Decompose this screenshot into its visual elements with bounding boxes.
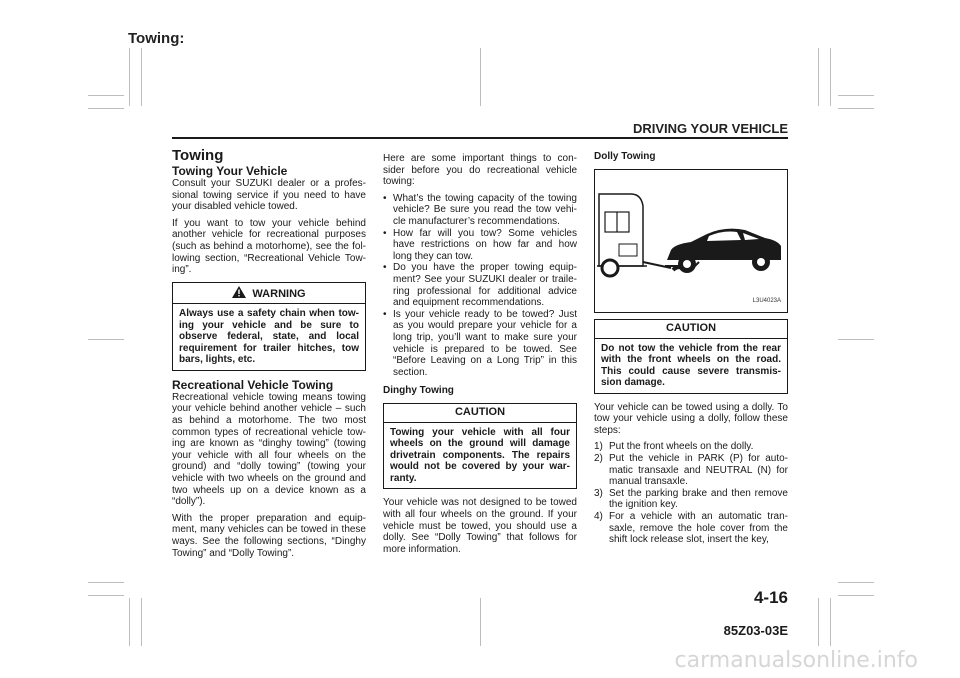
crop-mark (838, 595, 874, 596)
page-title: Towing (172, 147, 224, 164)
subheading-dinghy-towing: Dinghy Towing (383, 385, 454, 397)
crop-mark (818, 598, 819, 646)
list-item: • What’s the towing capacity of the towing vehicle? Be sure you read the tow vehi-cle manufacturer’s recommendations. (383, 192, 577, 227)
page-number: 4-16 (753, 588, 788, 607)
crop-mark (88, 595, 124, 596)
header-divider (172, 137, 788, 139)
chapter-tab-title: Towing: (128, 30, 185, 47)
caution-box (383, 403, 577, 489)
crop-mark (480, 598, 481, 646)
crop-mark (129, 598, 130, 646)
crop-mark (88, 108, 124, 109)
caution-title: CAUTION (595, 320, 787, 339)
subheading-recreational-towing: Recreational Vehicle Towing (172, 377, 334, 392)
list-item: 1) Put the front wheels on the dolly. (594, 441, 754, 453)
considerations-list (383, 193, 577, 379)
paragraph: If you want to tow your vehicle behind another vehicle for recreational purposes (such as behind a motorhome), see the fol-lowing section, “Recreational Vehicle Tow-ing”. (172, 217, 366, 276)
crop-mark (830, 48, 831, 106)
warning-label: WARNING (252, 287, 306, 300)
crop-mark (838, 582, 874, 583)
subheading-towing-your-vehicle: Towing Your Vehicle (172, 164, 288, 178)
caution-box (594, 319, 788, 394)
crop-mark (88, 339, 124, 340)
list-item: 3) Set the parking brake and then remove the ignition key. (594, 487, 788, 511)
paragraph: Your vehicle was not designed to be towed with all four wheels on the ground. If your vehicle must be towed, you should use a dolly. See “Dolly Towing” that follows for more information. (383, 497, 577, 555)
column-left (172, 147, 366, 564)
subheading-dolly-towing: Dolly Towing (594, 151, 656, 162)
crop-mark (129, 48, 130, 106)
warning-box (172, 282, 366, 371)
list-item: 4) For a vehicle with an automatic tran-saxle, remove the hole cover from the shift lock release slot, insert the key, (594, 510, 788, 546)
caution-title: CAUTION (384, 404, 576, 423)
crop-mark (838, 339, 874, 340)
crop-mark (818, 48, 819, 106)
crop-mark (141, 48, 142, 106)
list-item: 2) Put the vehicle in PARK (P) for auto-matic transaxle and NEUTRAL (N) for manual transaxle. (594, 452, 788, 488)
caution-text: Do not tow the vehicle from the rear with the front wheels on the road. This could cause severe transmis-sion damage. (601, 342, 781, 389)
warning-title (173, 283, 365, 305)
paragraph: Consult your SUZUKI dealer or a profes-sional towing service if you need to have your disabled vehicle towed. (172, 178, 366, 213)
crop-mark (141, 598, 142, 646)
crop-mark (88, 95, 124, 96)
paragraph: Your vehicle can be towed using a dolly. To tow your vehicle using a dolly, follow these steps: (594, 401, 788, 436)
section-title: DRIVING YOUR VEHICLE (632, 121, 788, 136)
crop-mark (838, 95, 874, 96)
list-item: • Do you have the proper towing equip-ment? See your SUZUKI dealer or traile-ring professional for additional advice and equipment recommendations. (383, 262, 577, 309)
steps-list (594, 441, 788, 545)
paragraph: With the proper preparation and equip-ment, many vehicles can be towed in these ways. See the following sections, “Dinghy Towing” and “Dolly Towing”. (172, 512, 366, 559)
list-item: • How far will you tow? Some vehicles have restrictions on how far and how long they can tow. (383, 227, 577, 262)
column-right (594, 150, 788, 546)
warning-text: Always use a safety chain when tow-ing your vehicle and be sure to observe federal, state, and local requirement for trailer hitches, tow bars, lights, etc. (179, 308, 359, 366)
watermark: carmanualsonline.info (674, 648, 918, 673)
crop-mark (838, 108, 874, 109)
column-middle (383, 153, 577, 560)
list-item: • Is your vehicle ready to be towed? Just as you would prepare your vehicle for a long trip, you’ll want to make sure your vehicle is prepared to be towed. See “Before Leaving on a Long Trip” in this section. (383, 308, 577, 378)
crop-mark (480, 48, 481, 106)
paragraph: Recreational vehicle towing means towing your vehicle behind another vehicle – such as behind a motorhome. The two most common types of recreational vehicle tow-ing are known as “dinghy towing” (towing your vehicle with all four wheels on the ground) and “dolly towing” (towing your vehicle with two wheels on the ground and two wheels up on a device known as a “dolly”). (172, 391, 366, 508)
motorhome-towing-car-icon (595, 170, 789, 312)
crop-mark (88, 582, 124, 583)
dolly-towing-illustration (594, 169, 788, 313)
figure-code: L3U4023A (752, 298, 781, 305)
paragraph: Here are some important things to con-sider before you do recreational vehicle towing: (383, 153, 577, 188)
caution-text: Towing your vehicle with all four wheels on the ground will damage drivetrain components. The repairs would not be covered by your war-ranty. (390, 426, 570, 484)
crop-mark (830, 598, 831, 646)
document-code: 85Z03-03E (723, 623, 788, 638)
warning-triangle-icon (232, 286, 246, 298)
